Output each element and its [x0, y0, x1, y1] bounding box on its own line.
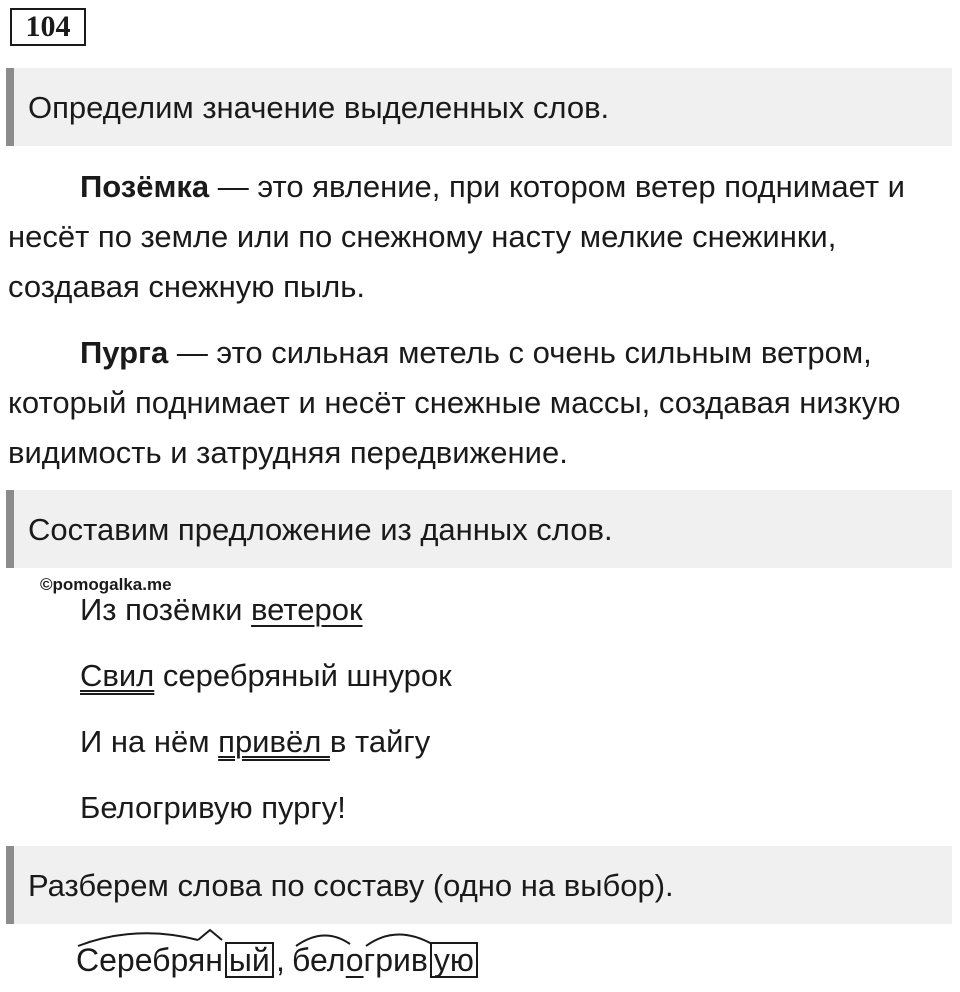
section-heading-sentence	[6, 490, 952, 568]
heading-text: Определим значение выделенных слов.	[28, 90, 610, 125]
subject-word: ветерок	[251, 592, 363, 627]
poem-line-3	[80, 724, 430, 760]
poem-text: Из позёмки	[80, 592, 252, 627]
root-2: грив	[363, 942, 428, 978]
heading-text: Разберем слова по составу (одно на выбор).	[28, 868, 674, 903]
morpheme-word-belogrivuyu	[292, 942, 478, 978]
definition-pozemka	[8, 162, 948, 312]
root-arc-icon	[76, 928, 276, 948]
ending-box: ый	[225, 942, 274, 978]
suffix-mark-icon	[198, 930, 222, 940]
root-1: бел	[292, 942, 346, 978]
poem-line-2	[80, 658, 452, 694]
poem-text: И на нём	[80, 724, 219, 759]
heading-text: Составим предложение из данных слов.	[28, 512, 613, 547]
task-number: 104	[10, 8, 86, 46]
root-arcs-icon	[292, 928, 492, 948]
section-heading-meaning	[6, 68, 952, 146]
root: Серебрян	[76, 942, 223, 978]
term-pozemka: Позёмка	[80, 169, 210, 204]
definition-text: — это сильная метель с очень сильным ветром, который поднимает и несёт снежные массы, создавая низкую видимость и затрудняя передвижение.	[8, 335, 901, 470]
poem-line-4: Белогривую пургу!	[80, 790, 346, 825]
definition-text: — это явление, при котором ветер поднимает и несёт по земле или по снежному насту мелкие снежинки, создавая снежную пыль.	[8, 169, 905, 304]
term-purga: Пурга	[80, 335, 169, 370]
poem-line-1	[80, 592, 363, 628]
poem-text: серебряный шнурок	[154, 658, 452, 693]
comma: ,	[276, 942, 285, 978]
predicate-word: привёл	[218, 724, 330, 759]
definition-purga	[8, 328, 948, 478]
section-heading-morphemes	[6, 846, 952, 924]
poem-text: в тайгу	[329, 724, 431, 759]
predicate-word: Свил	[80, 658, 155, 693]
connecting-vowel: о	[345, 942, 364, 978]
watermark: ©pomogalka.me	[40, 575, 172, 594]
ending-box: ую	[430, 942, 478, 978]
morpheme-word-serebryany	[76, 942, 274, 978]
